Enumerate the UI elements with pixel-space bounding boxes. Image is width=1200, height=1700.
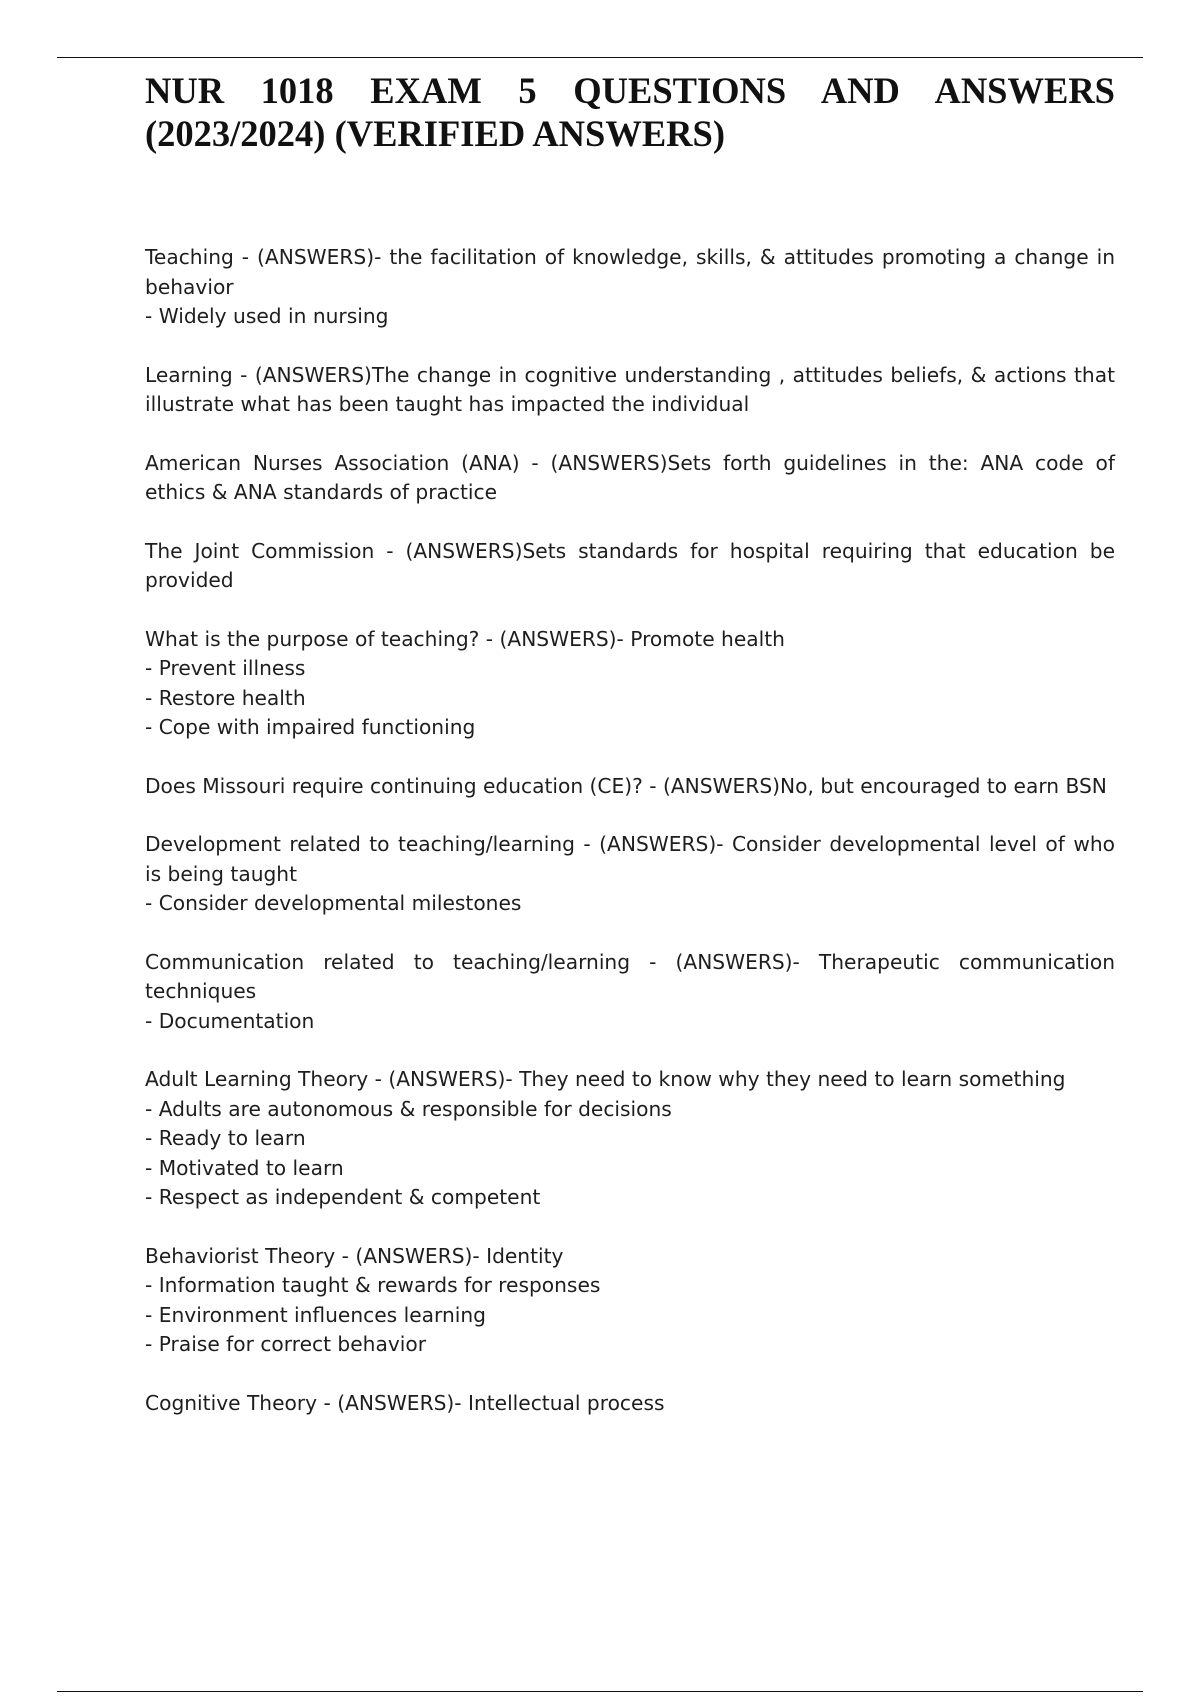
qa-text: [145, 1389, 1115, 1419]
qa-bullet-item: - Ready to learn: [145, 1126, 306, 1150]
qa-separator: -: [368, 1067, 389, 1091]
qa-entry: [145, 948, 1115, 1037]
qa-answer: (ANSWERS)No, but encouraged to earn BSN: [663, 773, 1107, 798]
qa-term: American Nurses Association (ANA): [145, 450, 520, 475]
qa-term: Learning: [145, 362, 233, 387]
qa-entry: [145, 830, 1115, 919]
qa-term: What is the purpose of teaching?: [145, 626, 480, 651]
qa-term: The Joint Commission: [145, 538, 375, 563]
qa-entry: [145, 449, 1115, 508]
qa-bullet-item: - Documentation: [145, 1008, 315, 1033]
qa-separator: -: [479, 626, 500, 651]
qa-term: Communication related to teaching/learning: [145, 949, 631, 974]
qa-answer: (ANSWERS)- Therapeutic communication techniques: [145, 949, 1116, 1003]
qa-bullet-item: - Praise for correct behavior: [145, 1332, 427, 1356]
qa-bullet-item: - Cope with impaired functioning: [145, 715, 476, 739]
qa-text: [145, 243, 1115, 302]
bottom-rule: [57, 1691, 1143, 1692]
qa-answer: (ANSWERS)- the facilitation of knowledge, skills, & attitudes promoting a change in behavior: [145, 245, 1115, 299]
qa-separator: -: [233, 245, 258, 269]
qa-answer: (ANSWERS)- Promote health: [499, 626, 785, 651]
qa-separator: -: [374, 538, 406, 563]
qa-entry: [145, 1242, 1115, 1360]
qa-entry: [145, 361, 1115, 420]
qa-entry: [145, 243, 1115, 332]
document-title: [145, 69, 1115, 155]
qa-answer: (ANSWERS)- They need to know why they need to learn something: [388, 1067, 1066, 1091]
qa-text: [145, 361, 1115, 420]
qa-term: Adult Learning Theory: [145, 1067, 369, 1091]
qa-bullet-item: - Respect as independent & competent: [145, 1185, 541, 1209]
qa-text: [145, 1242, 1115, 1272]
qa-entry: [145, 1065, 1115, 1213]
qa-separator: -: [642, 773, 663, 798]
qa-bullet-list: [145, 1007, 1115, 1037]
qa-separator: -: [630, 949, 676, 974]
qa-answer: (ANSWERS)- Identity: [355, 1243, 564, 1268]
qa-bullet-item: - Prevent illness: [145, 656, 306, 680]
qa-separator: -: [335, 1243, 356, 1268]
qa-text: [145, 772, 1115, 802]
qa-answer: (ANSWERS)The change in cognitive understanding , attitudes beliefs, & actions that illustrate what has been taught has impacted the individual: [145, 362, 1115, 416]
qa-bullet-list: [145, 1095, 1115, 1213]
qa-answer: (ANSWERS)Sets standards for hospital requiring that education be provided: [145, 538, 1115, 592]
qa-bullet-list: [145, 302, 1115, 332]
qa-separator: -: [574, 832, 600, 856]
qa-bullet-item: - Information taught & rewards for responses: [145, 1273, 601, 1297]
qa-bullet-item: - Consider developmental milestones: [145, 891, 522, 915]
qa-bullet-item: - Widely used in nursing: [145, 304, 389, 328]
qa-entry: [145, 1389, 1115, 1419]
qa-entry: [145, 772, 1115, 802]
qa-separator: -: [317, 1390, 338, 1415]
qa-term: Behaviorist Theory: [145, 1243, 336, 1268]
qa-term: Development related to teaching/learning: [145, 832, 575, 856]
qa-bullet-item: - Adults are autonomous & responsible for decisions: [145, 1096, 672, 1121]
qa-bullet-list: [145, 1271, 1115, 1360]
qa-term: Teaching: [145, 245, 234, 269]
qa-list: [145, 243, 1115, 1447]
qa-entry: [145, 537, 1115, 596]
qa-bullet-item: - Environment influences learning: [145, 1302, 486, 1327]
qa-separator: -: [232, 362, 255, 387]
qa-bullet-list: [145, 889, 1115, 919]
qa-text: [145, 449, 1115, 508]
qa-term: Cognitive Theory: [145, 1390, 318, 1415]
qa-answer: (ANSWERS)Sets forth guidelines in the: ANA code of ethics & ANA standards of practice: [145, 450, 1115, 504]
qa-answer: (ANSWERS)- Intellectual process: [337, 1390, 665, 1415]
qa-separator: -: [519, 450, 551, 475]
qa-text: [145, 948, 1115, 1007]
qa-text: [145, 625, 1115, 655]
document-title-line-1: NUR 1018 EXAM 5 QUESTIONS AND ANSWERS: [145, 70, 1115, 111]
qa-bullet-list: [145, 654, 1115, 743]
top-rule: [57, 57, 1143, 58]
qa-bullet-item: - Restore health: [145, 685, 306, 710]
qa-entry: [145, 625, 1115, 743]
qa-text: [145, 830, 1115, 889]
qa-text: [145, 537, 1115, 596]
qa-text: [145, 1065, 1115, 1095]
qa-answer: (ANSWERS)- Consider developmental level of who is being taught: [145, 832, 1115, 886]
document-title-line-2: (2023/2024) (VERIFIED ANSWERS): [145, 113, 725, 154]
qa-bullet-item: - Motivated to learn: [145, 1155, 344, 1180]
qa-term: Does Missouri require continuing education (CE)?: [145, 773, 643, 798]
